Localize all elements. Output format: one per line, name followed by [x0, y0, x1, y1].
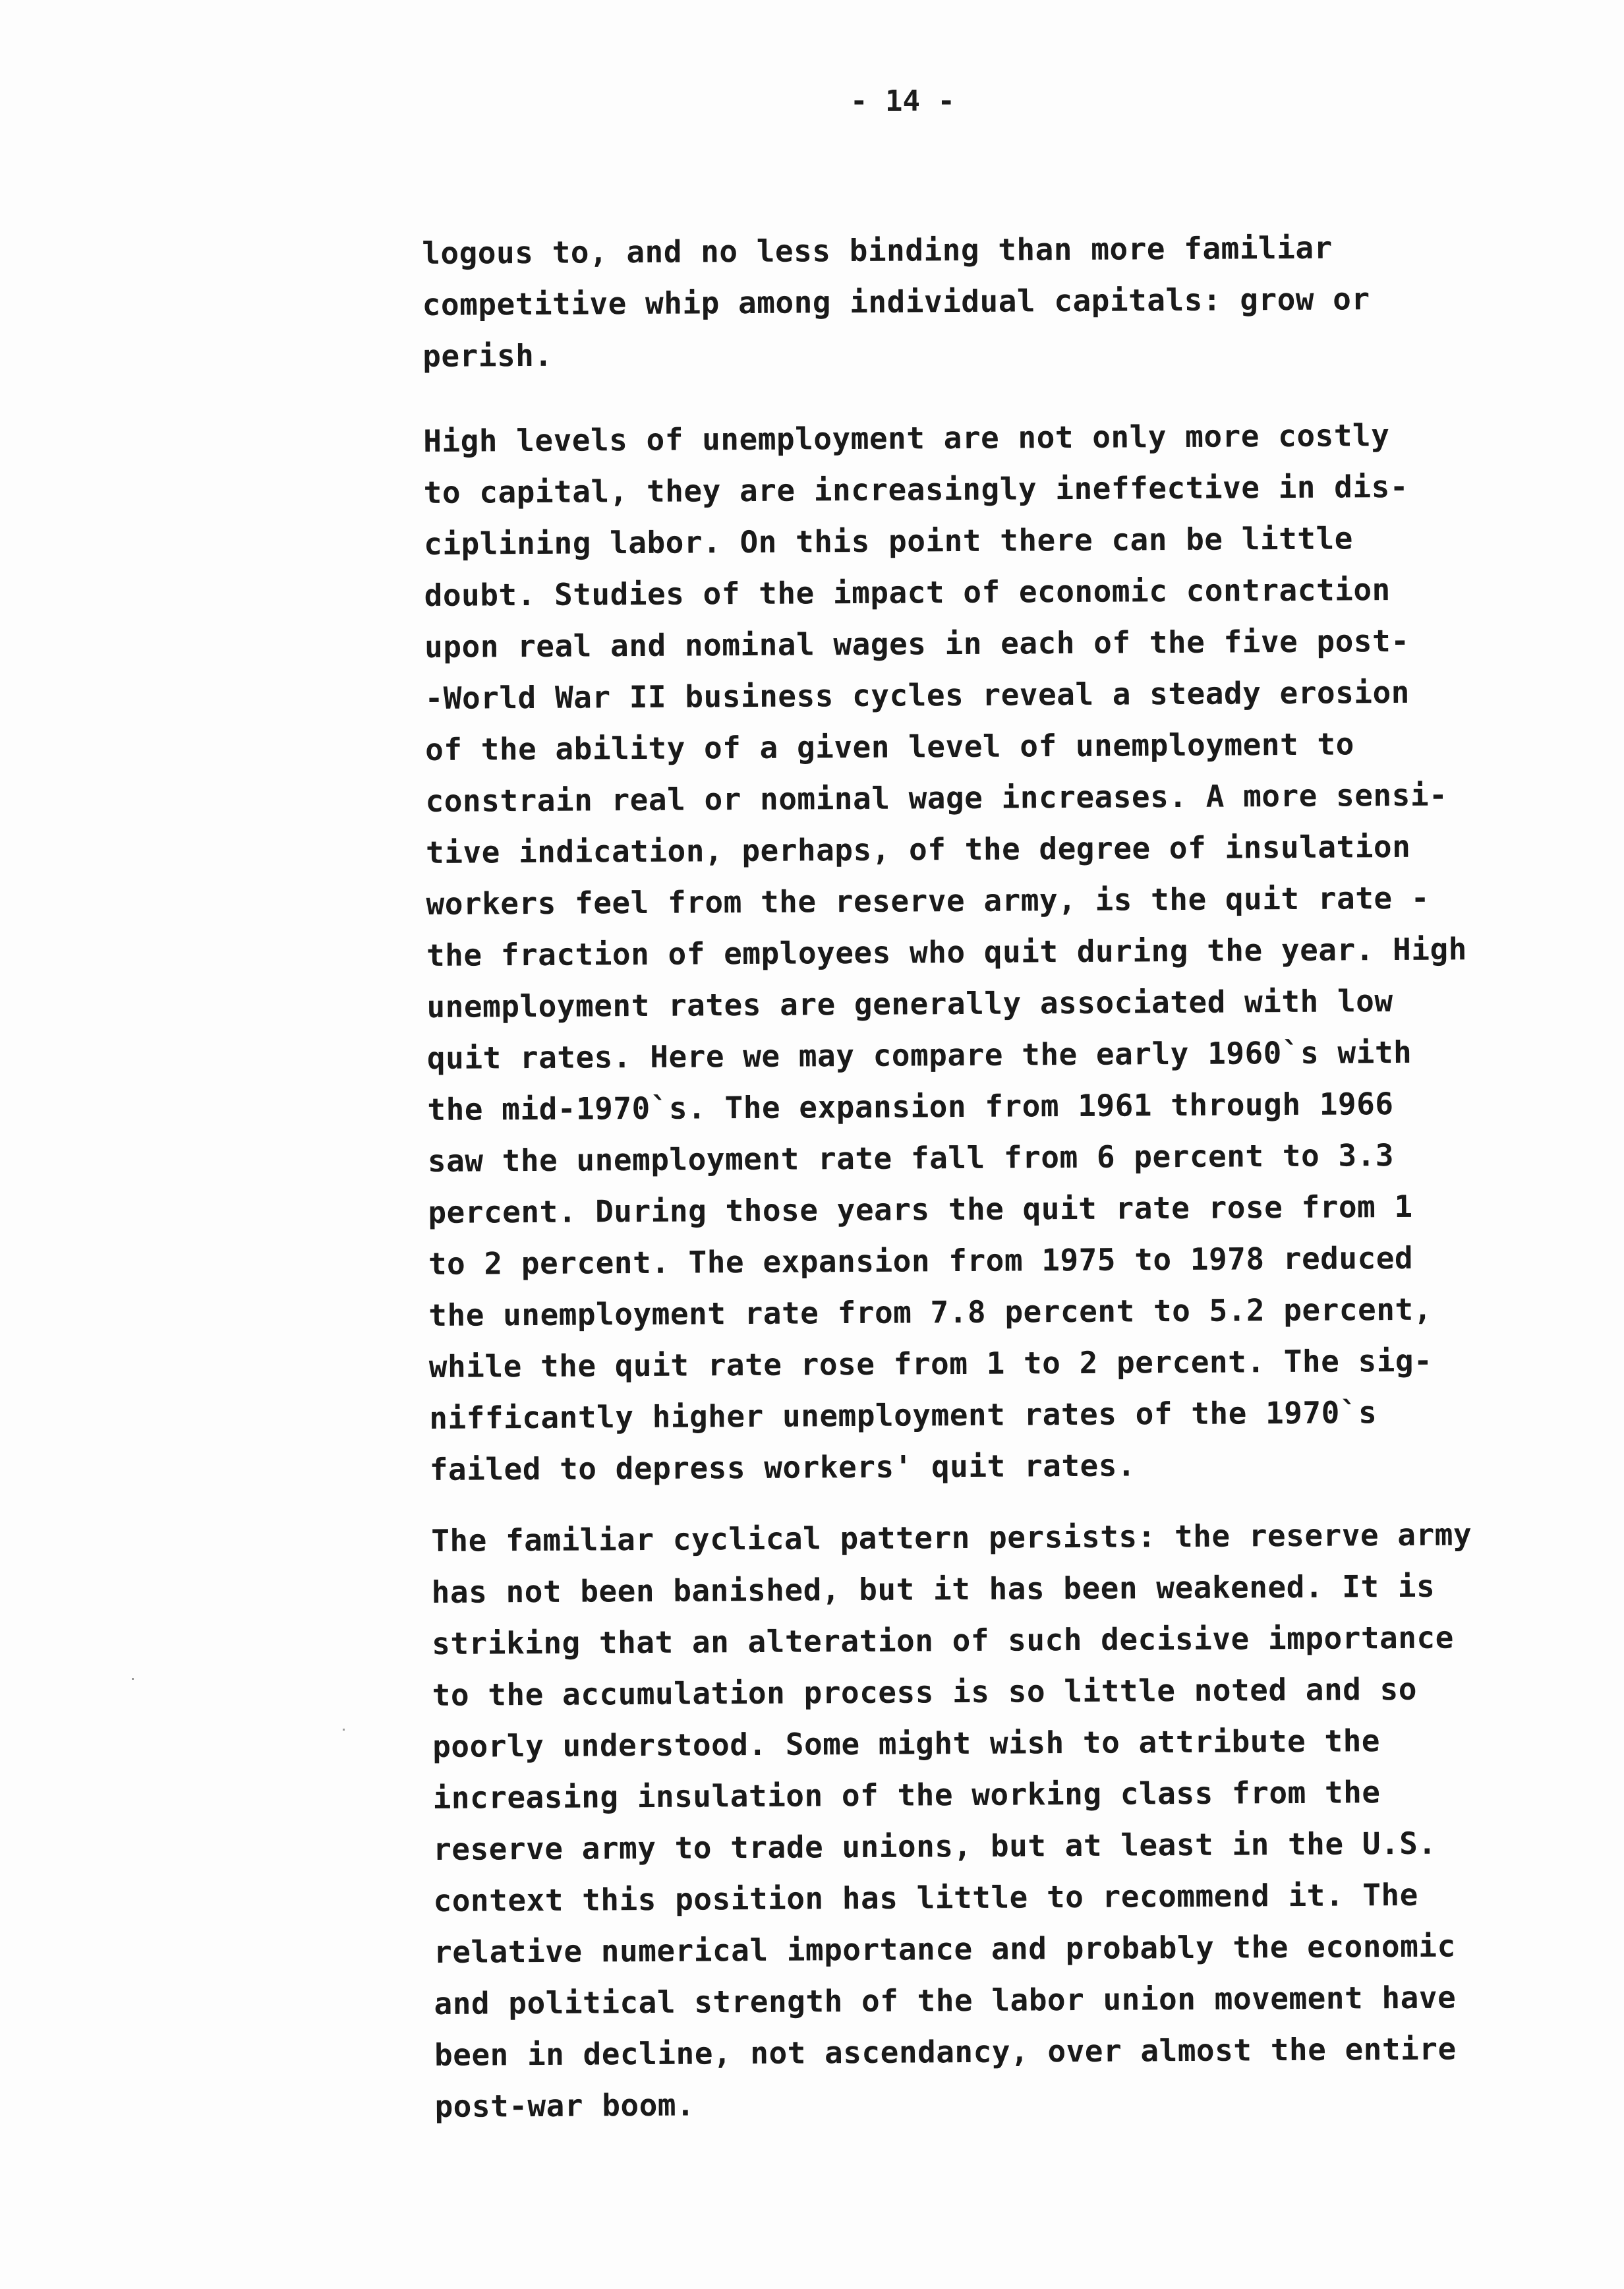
text-line: to the accumulation process is so little noted and so — [432, 1671, 1418, 1713]
text-line: has not been banished, but it has been weakened. It is — [431, 1568, 1436, 1610]
text-line: while the quit rate rose from 1 to 2 percent. The sig- — [428, 1342, 1433, 1384]
page-number: - 14 - — [850, 84, 955, 118]
text-line: percent. During those years the quit rate rose from 1 — [428, 1188, 1413, 1230]
paragraph-2 — [423, 408, 1616, 1495]
text-line: and political strength of the labor union movement have — [434, 1979, 1457, 2021]
text-line: quit rates. Here we may compare the early 1960`s with — [426, 1034, 1412, 1076]
text-line: ciplining labor. On this point there can be little — [424, 520, 1354, 562]
text-line: increasing insulation of the working class from the — [432, 1774, 1381, 1816]
text-line: workers feel from the reserve army, is the quit rate - — [426, 879, 1430, 922]
text-line: poorly understood. Some might wish to attribute the — [432, 1723, 1381, 1764]
text-line: nifficantly higher unemployment rates of the 1970`s — [429, 1394, 1378, 1436]
text-line: High levels of unemployment are not only more costly — [423, 417, 1390, 459]
text-line: to capital, they are increasingly ineffective in dis- — [423, 468, 1409, 510]
text-line: upon real and nominal wages in each of the five post- — [424, 622, 1410, 665]
paragraph-1 — [422, 220, 1609, 382]
text-line: to 2 percent. The expansion from 1975 to 1978 reduced — [428, 1239, 1414, 1282]
text-line: reserve army to trade unions, but at least in the U.S. — [432, 1825, 1437, 1867]
text-line: The familiar cyclical pattern persists: the reserve army — [431, 1516, 1472, 1559]
text-line: post-war boom. — [434, 2087, 695, 2124]
text-line: logous to, and no less binding than more familiar — [422, 229, 1333, 271]
text-line: the mid-1970`s. The expansion from 1961 through 1966 — [427, 1086, 1394, 1127]
scan-speck — [343, 1729, 345, 1731]
text-line: -World War II business cycles reveal a steady erosion — [424, 674, 1410, 716]
text-line: the unemployment rate from 7.8 percent to 5.2 percent, — [428, 1291, 1432, 1333]
text-line: constrain real or nominal wage increases. A more sensi- — [425, 777, 1448, 819]
paragraph-3 — [431, 1508, 1621, 2132]
text-line: doubt. Studies of the impact of economic contraction — [424, 572, 1391, 613]
text-line: the fraction of employees who quit during the year. High — [426, 931, 1468, 973]
text-line: of the ability of a given level of unemployment to — [424, 726, 1354, 767]
scan-speck — [132, 1678, 134, 1680]
text-line: failed to depress workers' quit rates. — [429, 1447, 1136, 1487]
text-line: saw the unemployment rate fall from 6 percent to 3.3 — [427, 1137, 1395, 1179]
text-line: relative numerical importance and probably the economic — [433, 1928, 1456, 1970]
text-line: striking that an alteration of such decisive importance — [432, 1619, 1455, 1661]
text-line: been in decline, not ascendancy, over almost the entire — [434, 2031, 1457, 2073]
text-line: context this position has little to recommend it. The — [433, 1876, 1419, 1918]
text-line: unemployment rates are generally associated with low — [426, 983, 1393, 1025]
text-line: competitive whip among individual capitals: grow or — [422, 281, 1370, 322]
text-line: tive indication, perhaps, of the degree of insulation — [425, 828, 1411, 870]
text-line: perish. — [422, 337, 553, 374]
